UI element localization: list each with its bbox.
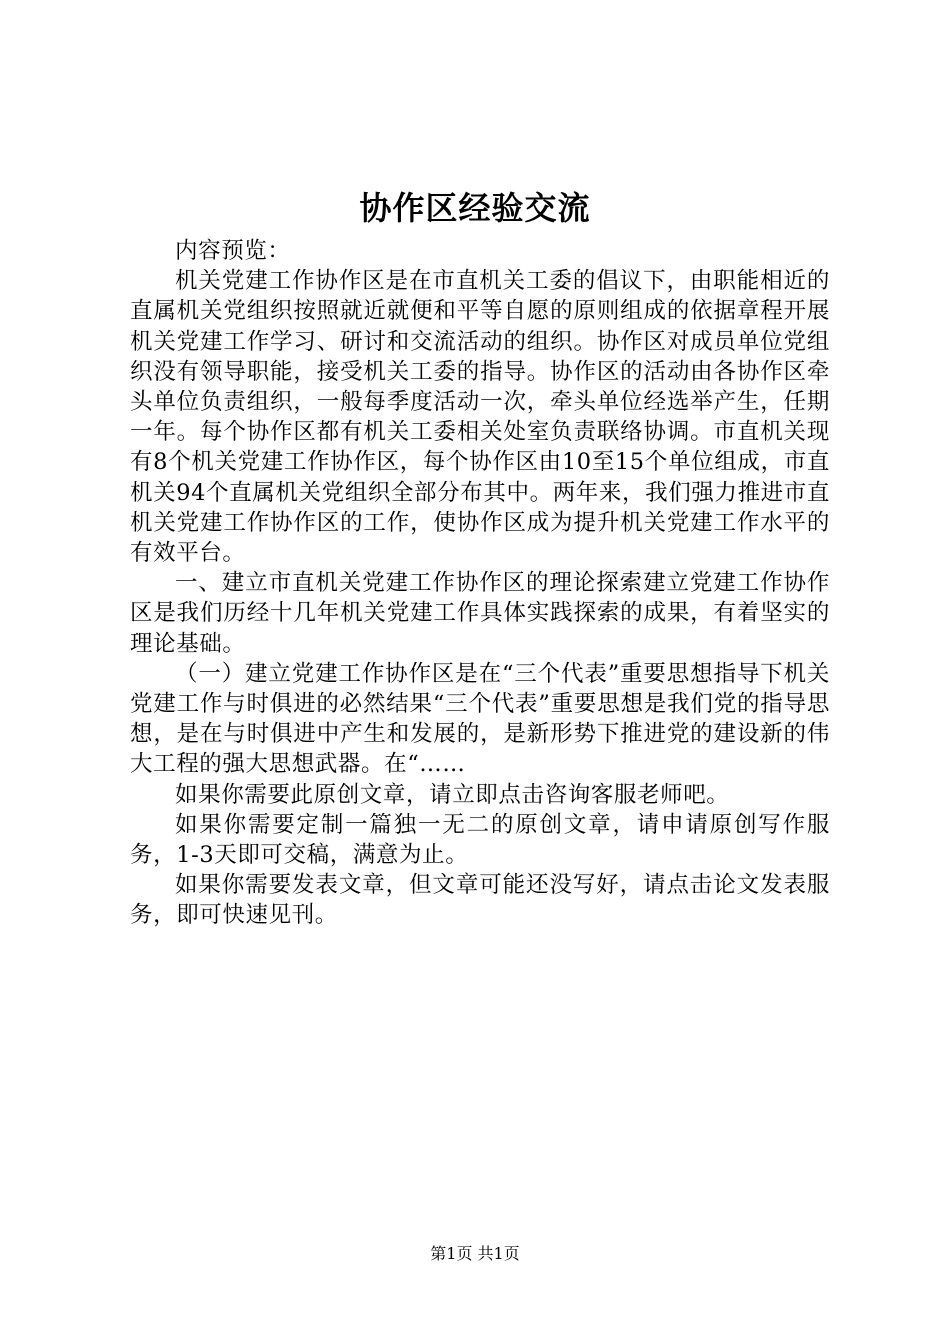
- promo-paragraph: 如果你需要此原创文章，请立即点击咨询客服老师吧。: [175, 781, 730, 808]
- promo-paragraph: 如果你需要定制一篇独一无二的原创文章，请申请原创写作服务，1-3天即可交稿，满意为止。: [130, 811, 830, 869]
- body-paragraph: 机关党建工作协作区是在市直机关工委的倡议下，由职能相近的直属机关党组织按照就近就便和平等自愿的原则组成的依据章程开展机关党建工作学习、研讨和交流活动的组织。协作区对成员单位党组织没有领导职能，接受机关工委的指导。协作区的活动由各协作区牵头单位负责组织，一般每季度活动一次，牵头单位经选举产生，任期一年。每个协作区都有机关工委相关处室负责联络协调。市直机关现有8个机关党建工作协作区，每个协作区由10至15个单位组成，市直机关94个直属机关党组织全部分布其中。两年来，我们强力推进市直机关党建工作协作区的工作，使协作区成为提升机关党建工作水平的有效平台。: [130, 268, 830, 567]
- document-title: 协作区经验交流: [359, 189, 591, 227]
- body-paragraph: （一）建立党建工作协作区是在“三个代表”重要思想指导下机关党建工作与时俱进的必然结果“三个代表”重要思想是我们党的指导思想，是在与时俱进中产生和发展的，是新形势下推进党的建设新的伟大工程的强大思想武器。在“……: [130, 660, 830, 778]
- document-body: [130, 236, 830, 931]
- promo-paragraph: 如果你需要发表文章，但文章可能还没写好，请点击论文发表服务，即可快速见刊。: [130, 872, 830, 929]
- body-paragraph: 一、建立市直机关党建工作协作区的理论探索建立党建工作协作区是我们历经十几年机关党建工作具体实践探索的成果，有着坚实的理论基础。: [130, 570, 830, 657]
- preview-label: 内容预览：: [175, 238, 291, 264]
- page-number-footer: 第1页 共1页: [430, 1244, 520, 1263]
